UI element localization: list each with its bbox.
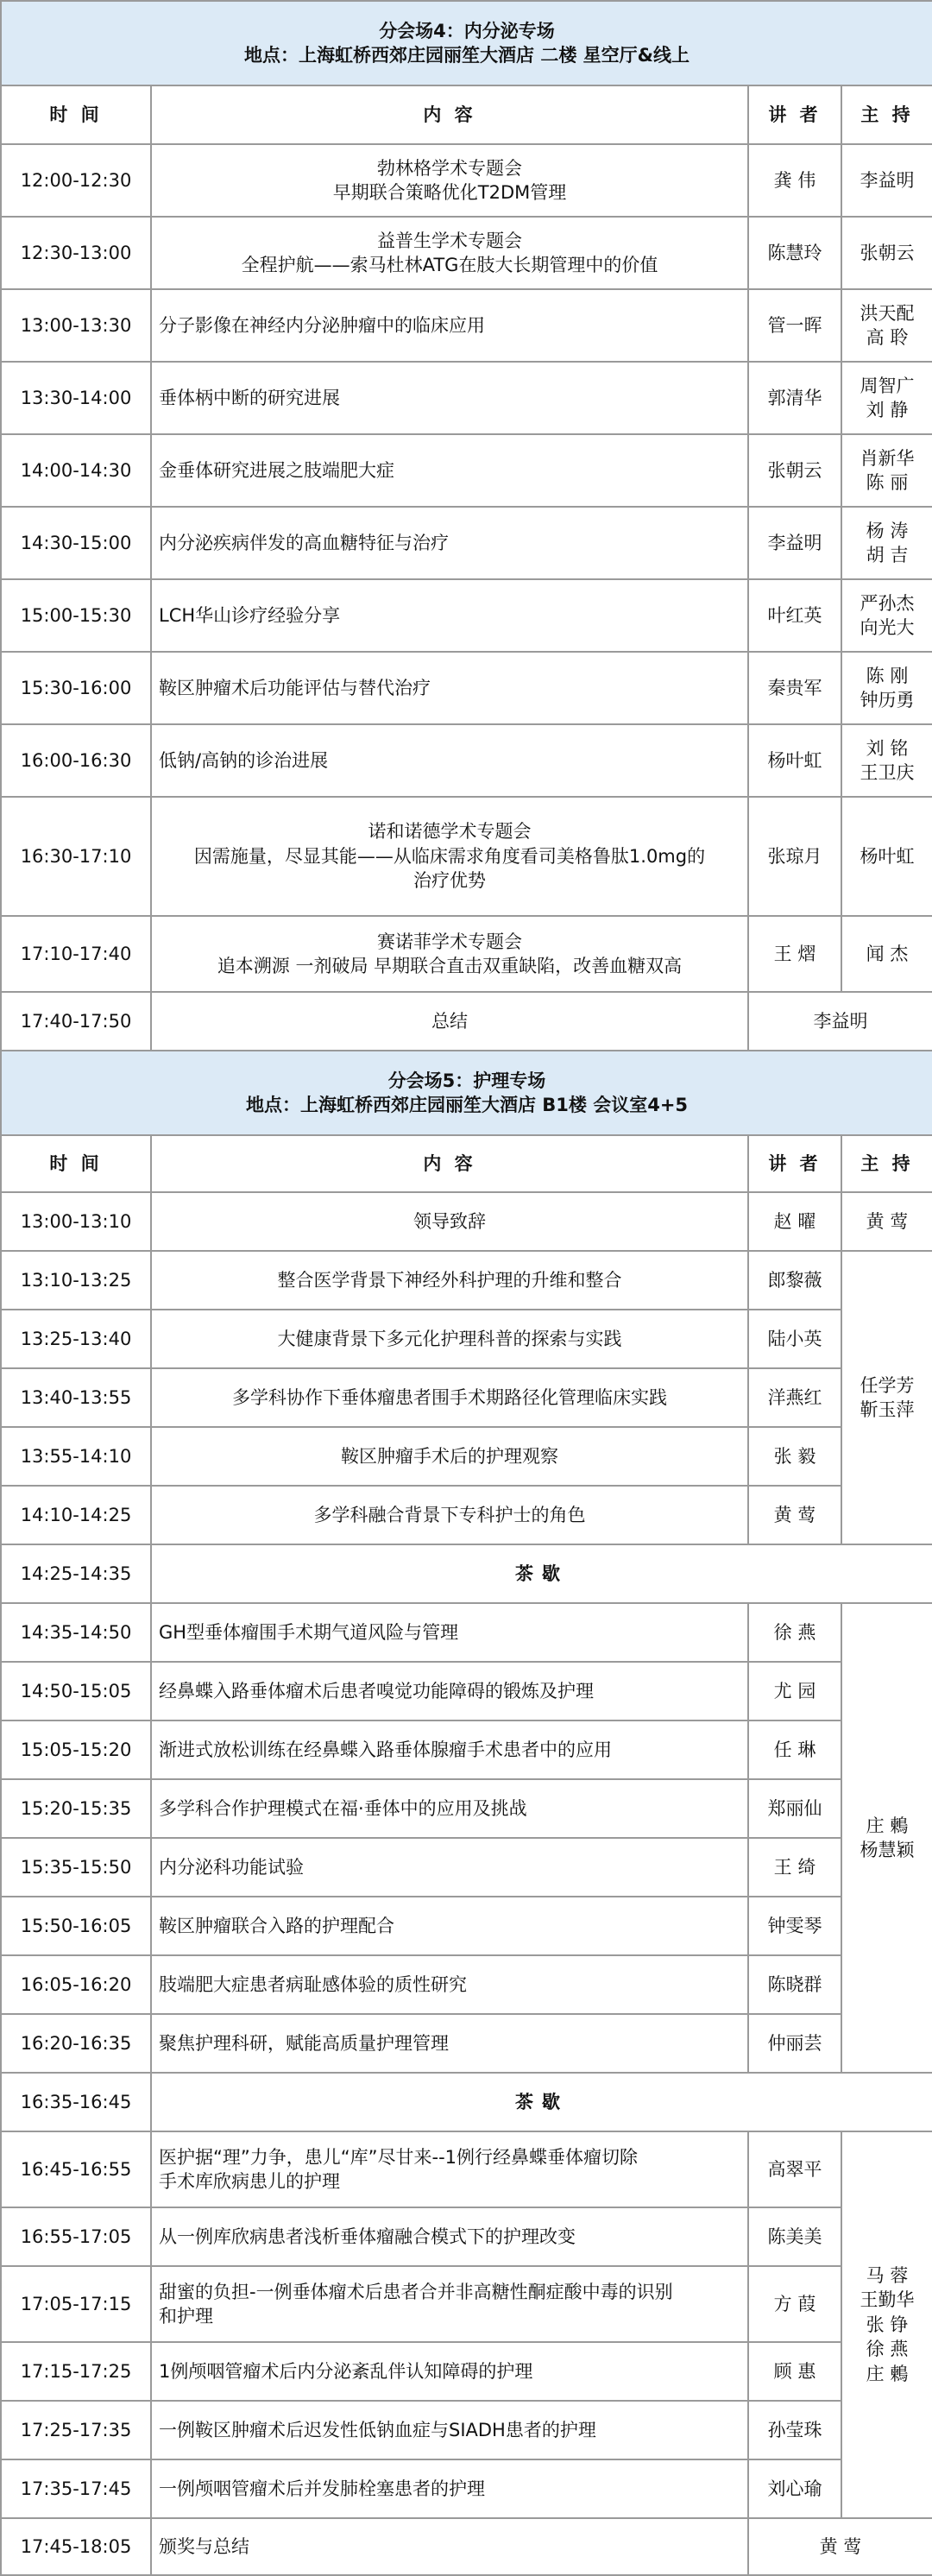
row-host: 严孙杰 向光大 <box>841 579 932 652</box>
row-content: 总结 <box>151 992 748 1051</box>
session5-column-headers <box>1 1135 932 1192</box>
row-content: 领导致辞 <box>151 1192 748 1251</box>
session4-header <box>1 1 932 85</box>
row-time: 14:30-15:00 <box>1 507 151 579</box>
row-content: 分子影像在神经内分泌肿瘤中的临床应用 <box>151 289 748 362</box>
col-header-speaker: 讲 者 <box>748 85 841 144</box>
row-content: 诺和诺德学术专题会 因需施量，尽显其能——从临床需求角度看司美格鲁肽1.0mg的 治疗优势 <box>151 797 748 916</box>
row-host: 闻 杰 <box>841 916 932 992</box>
table-row <box>1 1192 932 1251</box>
row-speaker: 张 毅 <box>748 1427 841 1486</box>
row-speaker: 陆小英 <box>748 1310 841 1368</box>
row-content: LCH华山诊疗经验分享 <box>151 579 748 652</box>
table-row <box>1 2342 932 2401</box>
col-header-content: 内 容 <box>151 85 748 144</box>
row-host: 肖新华 陈 丽 <box>841 434 932 507</box>
row-time: 16:30-17:10 <box>1 797 151 916</box>
row-speaker: 孙莹珠 <box>748 2401 841 2459</box>
row-content: 大健康背景下多元化护理科普的探索与实践 <box>151 1310 748 1368</box>
row-host: 杨 涛 胡 吉 <box>841 507 932 579</box>
table-row <box>1 2518 932 2575</box>
row-speaker: 杨叶虹 <box>748 724 841 797</box>
row-content: 医护据“理”力争，患儿“库”尽甘来--1例行经鼻蝶垂体瘤切除 手术库欣病患儿的护理 <box>151 2131 748 2207</box>
table-row <box>1 916 932 992</box>
table-row <box>1 992 932 1051</box>
row-time: 15:35-15:50 <box>1 1838 151 1897</box>
row-content: 多学科融合背景下专科护士的角色 <box>151 1486 748 1544</box>
session4-location: 地点：上海虹桥西郊庄园丽笙大酒店 二楼 星空厅&线上 <box>244 45 690 66</box>
row-time: 16:00-16:30 <box>1 724 151 797</box>
row-content: 整合医学背景下神经外科护理的升维和整合 <box>151 1251 748 1310</box>
row-time: 15:00-15:30 <box>1 579 151 652</box>
row-speaker: 黄 莺 <box>748 1486 841 1544</box>
row-time: 13:30-14:00 <box>1 362 151 434</box>
row-content: 颁奖与总结 <box>151 2518 748 2575</box>
row-time: 16:05-16:20 <box>1 1955 151 2014</box>
row-content: GH型垂体瘤围手术期气道风险与管理 <box>151 1603 748 1662</box>
col-header-speaker: 讲 者 <box>748 1135 841 1192</box>
table-row <box>1 1662 932 1720</box>
row-host: 杨叶虹 <box>841 797 932 916</box>
session5-title: 分会场5：护理专场 <box>387 1070 546 1091</box>
row-content: 从一例库欣病患者浅析垂体瘤融合模式下的护理改变 <box>151 2207 748 2266</box>
table-row <box>1 579 932 652</box>
session5-location: 地点：上海虹桥西郊庄园丽笙大酒店 B1楼 会议室4+5 <box>245 1095 689 1115</box>
table-row <box>1 289 932 362</box>
row-content: 肢端肥大症患者病耻感体验的质性研究 <box>151 1955 748 2014</box>
row-time: 17:10-17:40 <box>1 916 151 992</box>
table-row <box>1 507 932 579</box>
table-row <box>1 1603 932 1662</box>
row-host: 陈 刚 钟历勇 <box>841 652 932 724</box>
table-row <box>1 434 932 507</box>
row-time: 14:25-14:35 <box>1 1544 151 1603</box>
row-content: 内分泌科功能试验 <box>151 1838 748 1897</box>
row-speaker: 刘心瑜 <box>748 2459 841 2518</box>
row-host-group: 庄 鶫 杨慧颖 <box>841 1603 932 2073</box>
session4-column-headers <box>1 85 932 144</box>
row-speaker: 赵 曜 <box>748 1192 841 1251</box>
row-time: 16:20-16:35 <box>1 2014 151 2073</box>
col-header-time: 时 间 <box>1 1135 151 1192</box>
table-row <box>1 724 932 797</box>
row-time: 15:30-16:00 <box>1 652 151 724</box>
row-host-group: 任学芳 靳玉萍 <box>841 1251 932 1544</box>
table-row <box>1 1368 932 1427</box>
row-content: 渐进式放松训练在经鼻蝶入路垂体腺瘤手术患者中的应用 <box>151 1720 748 1779</box>
table-row <box>1 2131 932 2207</box>
row-time: 14:00-14:30 <box>1 434 151 507</box>
tea-break-label: 茶歇 <box>151 1544 932 1603</box>
row-time: 16:35-16:45 <box>1 2073 151 2131</box>
col-header-host: 主 持 <box>841 85 932 144</box>
row-speaker: 黄 莺 <box>748 2518 932 2575</box>
table-row <box>1 2014 932 2073</box>
row-content: 鞍区肿瘤联合入路的护理配合 <box>151 1897 748 1955</box>
session4-title: 分会场4：内分泌专场 <box>379 20 555 41</box>
row-time: 12:30-13:00 <box>1 217 151 289</box>
row-time: 14:10-14:25 <box>1 1486 151 1544</box>
row-content: 垂体柄中断的研究进展 <box>151 362 748 434</box>
session5-header <box>1 1051 932 1135</box>
table-row <box>1 144 932 217</box>
row-host: 张朝云 <box>841 217 932 289</box>
row-speaker: 任 琳 <box>748 1720 841 1779</box>
row-speaker: 秦贵军 <box>748 652 841 724</box>
row-content: 益普生学术专题会 全程护航——索马杜林ATG在肢大长期管理中的价值 <box>151 217 748 289</box>
session4-header-cell <box>1 1 932 85</box>
row-time: 13:00-13:30 <box>1 289 151 362</box>
row-speaker: 张琼月 <box>748 797 841 916</box>
row-time: 16:55-17:05 <box>1 2207 151 2266</box>
table-row <box>1 1838 932 1897</box>
tea-break-row <box>1 2073 932 2131</box>
row-speaker: 仲丽芸 <box>748 2014 841 2073</box>
table-row <box>1 1251 932 1310</box>
row-speaker: 郑丽仙 <box>748 1779 841 1838</box>
col-header-host: 主 持 <box>841 1135 932 1192</box>
row-host: 黄 莺 <box>841 1192 932 1251</box>
row-speaker: 郎黎薇 <box>748 1251 841 1310</box>
row-time: 13:10-13:25 <box>1 1251 151 1310</box>
row-speaker: 李益明 <box>748 507 841 579</box>
row-time: 14:50-15:05 <box>1 1662 151 1720</box>
row-time: 17:25-17:35 <box>1 2401 151 2459</box>
row-speaker: 郭清华 <box>748 362 841 434</box>
row-content: 勃林格学术专题会 早期联合策略优化T2DM管理 <box>151 144 748 217</box>
table-row <box>1 1897 932 1955</box>
row-content: 多学科协作下垂体瘤患者围手术期路径化管理临床实践 <box>151 1368 748 1427</box>
row-speaker: 顾 惠 <box>748 2342 841 2401</box>
row-time: 17:15-17:25 <box>1 2342 151 2401</box>
row-time: 17:05-17:15 <box>1 2266 151 2342</box>
table-row <box>1 2401 932 2459</box>
row-content: 低钠/高钠的诊治进展 <box>151 724 748 797</box>
row-host: 周智广 刘 静 <box>841 362 932 434</box>
row-speaker: 张朝云 <box>748 434 841 507</box>
tea-break-row <box>1 1544 932 1603</box>
table-row <box>1 1720 932 1779</box>
row-content: 聚焦护理科研，赋能高质量护理管理 <box>151 2014 748 2073</box>
row-content: 鞍区肿瘤手术后的护理观察 <box>151 1427 748 1486</box>
row-speaker: 叶红英 <box>748 579 841 652</box>
row-time: 17:35-17:45 <box>1 2459 151 2518</box>
table-row <box>1 1310 932 1368</box>
row-time: 15:05-15:20 <box>1 1720 151 1779</box>
row-speaker: 方 葭 <box>748 2266 841 2342</box>
row-content: 一例鞍区肿瘤术后迟发性低钠血症与SIADH患者的护理 <box>151 2401 748 2459</box>
row-time: 13:55-14:10 <box>1 1427 151 1486</box>
table-row <box>1 652 932 724</box>
row-host-group: 马 蓉 王勤华 张 铮 徐 燕 庄 鶫 <box>841 2131 932 2518</box>
table-row <box>1 1779 932 1838</box>
row-speaker: 尤 园 <box>748 1662 841 1720</box>
table-row <box>1 362 932 434</box>
row-speaker: 钟雯琴 <box>748 1897 841 1955</box>
table-row <box>1 1427 932 1486</box>
row-speaker: 徐 燕 <box>748 1603 841 1662</box>
row-speaker: 陈慧玲 <box>748 217 841 289</box>
row-speaker: 陈晓群 <box>748 1955 841 2014</box>
row-host: 洪天配 高 聆 <box>841 289 932 362</box>
row-content: 1例颅咽管瘤术后内分泌紊乱伴认知障碍的护理 <box>151 2342 748 2401</box>
table-row <box>1 217 932 289</box>
row-content: 多学科合作护理模式在福·垂体中的应用及挑战 <box>151 1779 748 1838</box>
row-speaker: 王 绮 <box>748 1838 841 1897</box>
row-time: 12:00-12:30 <box>1 144 151 217</box>
row-content: 内分泌疾病伴发的高血糖特征与治疗 <box>151 507 748 579</box>
table-row <box>1 2459 932 2518</box>
row-host: 李益明 <box>841 144 932 217</box>
row-content: 金垂体研究进展之肢端肥大症 <box>151 434 748 507</box>
tea-break-label: 茶歇 <box>151 2073 932 2131</box>
row-content: 甜蜜的负担-一例垂体瘤术后患者合并非高糖性酮症酸中毒的识别 和护理 <box>151 2266 748 2342</box>
table-row <box>1 797 932 916</box>
row-content: 赛诺菲学术专题会 追本溯源 一剂破局 早期联合直击双重缺陷，改善血糖双高 <box>151 916 748 992</box>
row-content: 一例颅咽管瘤术后并发肺栓塞患者的护理 <box>151 2459 748 2518</box>
table-row <box>1 1955 932 2014</box>
row-host: 刘 铭 王卫庆 <box>841 724 932 797</box>
row-time: 16:45-16:55 <box>1 2131 151 2207</box>
row-speaker: 管一晖 <box>748 289 841 362</box>
row-time: 15:20-15:35 <box>1 1779 151 1838</box>
row-speaker: 高翠平 <box>748 2131 841 2207</box>
row-speaker: 李益明 <box>748 992 932 1051</box>
table-row <box>1 2266 932 2342</box>
col-header-content: 内 容 <box>151 1135 748 1192</box>
col-header-time: 时 间 <box>1 85 151 144</box>
row-content: 鞍区肿瘤术后功能评估与替代治疗 <box>151 652 748 724</box>
row-time: 14:35-14:50 <box>1 1603 151 1662</box>
row-time: 17:40-17:50 <box>1 992 151 1051</box>
row-time: 13:25-13:40 <box>1 1310 151 1368</box>
session5-header-cell <box>1 1051 932 1135</box>
table-row <box>1 2207 932 2266</box>
row-time: 15:50-16:05 <box>1 1897 151 1955</box>
row-speaker: 龚 伟 <box>748 144 841 217</box>
row-speaker: 陈美美 <box>748 2207 841 2266</box>
row-time: 13:00-13:10 <box>1 1192 151 1251</box>
row-speaker: 洋燕红 <box>748 1368 841 1427</box>
table-row <box>1 1486 932 1544</box>
row-speaker: 王 熠 <box>748 916 841 992</box>
row-time: 17:45-18:05 <box>1 2518 151 2575</box>
row-content: 经鼻蝶入路垂体瘤术后患者嗅觉功能障碍的锻炼及护理 <box>151 1662 748 1720</box>
row-time: 13:40-13:55 <box>1 1368 151 1427</box>
